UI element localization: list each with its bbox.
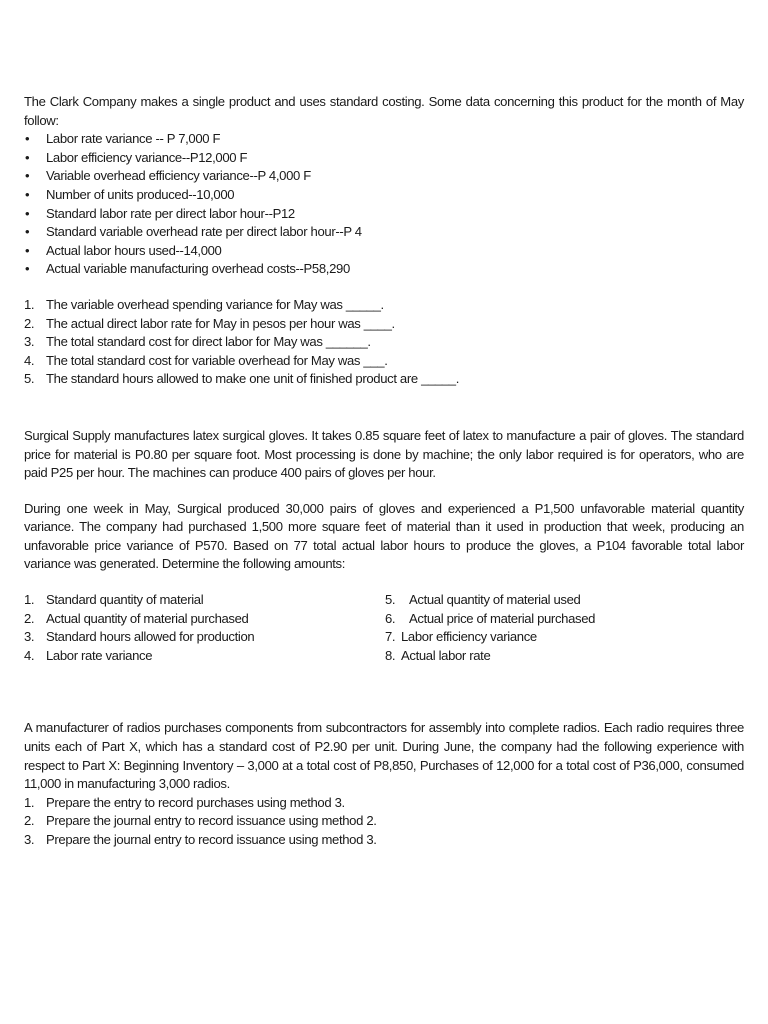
question-number: 1. xyxy=(24,296,35,312)
task-number: 1. xyxy=(24,794,35,810)
list-item: • Labor efficiency variance--P12,000 F xyxy=(24,149,744,168)
requirement-number: 7. xyxy=(385,629,396,645)
requirement-text: Standard quantity of material xyxy=(46,592,204,608)
list-item: • Variable overhead efficiency variance--P 4,000 F xyxy=(24,167,744,186)
requirement-item xyxy=(24,591,385,610)
question-text: The actual direct labor rate for May in pesos per hour was ____. xyxy=(46,315,395,331)
question-number: 5. xyxy=(24,371,35,387)
requirement-item xyxy=(24,628,385,647)
list-item: • Number of units produced--10,000 xyxy=(24,186,744,205)
requirements-right-column xyxy=(385,591,744,665)
task-text: Prepare the journal entry to record issuance using method 2. xyxy=(46,813,377,829)
requirements-left-column xyxy=(24,591,385,665)
question-item xyxy=(24,296,744,315)
problem3-tasks xyxy=(24,794,744,850)
list-item: • Actual labor hours used--14,000 xyxy=(24,242,744,261)
requirement-item xyxy=(385,647,744,666)
requirement-text: Actual quantity of material used xyxy=(409,592,581,608)
requirement-text: Standard hours allowed for production xyxy=(46,629,255,645)
task-item xyxy=(24,812,744,831)
question-text: The total standard cost for variable overhead for May was ___. xyxy=(46,352,388,368)
problem1-data-list xyxy=(24,130,744,279)
requirement-item xyxy=(385,591,744,610)
list-item: • Labor rate variance -- P 7,000 F xyxy=(24,130,744,149)
list-item: • Standard labor rate per direct labor hour--P12 xyxy=(24,205,744,224)
list-item: • Actual variable manufacturing overhead costs--P58,290 xyxy=(24,260,744,279)
requirement-item xyxy=(385,610,744,629)
question-number: 4. xyxy=(24,352,35,368)
requirement-number: 3. xyxy=(24,629,35,645)
requirement-number: 5. xyxy=(385,592,396,608)
task-item xyxy=(24,794,744,813)
requirement-number: 2. xyxy=(24,610,35,626)
task-number: 3. xyxy=(24,832,35,847)
requirement-text: Actual price of material purchased xyxy=(409,610,596,626)
question-number: 2. xyxy=(24,315,35,331)
requirement-text: Labor rate variance xyxy=(46,647,153,663)
task-number: 2. xyxy=(24,813,35,829)
question-item xyxy=(24,333,744,352)
requirement-item xyxy=(24,610,385,629)
task-text: Prepare the entry to record purchases using method 3. xyxy=(46,794,345,810)
list-item: • Standard variable overhead rate per direct labor hour--P 4 xyxy=(24,223,744,242)
requirement-number: 8. xyxy=(385,647,396,663)
problem2-paragraph-1: Surgical Supply manufactures latex surgical gloves. It takes 0.85 square feet of latex to manufacture a pair of gloves. The standard price for material is P0.80 per square foot. Most processing is done by machine; the only labor required is for operators, who are paid P25 per hour. The machines can produce 400 pairs of gloves per hour. xyxy=(24,427,744,481)
problem3-intro: A manufacturer of radios purchases components from subcontractors for assembly into complete radios. Each radio requires three units each of Part X, which has a standard cost of P2.90 per unit. During June, the company had the following experience with respect to Part X: Beginning Inventory – 3,000 at a total cost of P8,850, Purchases of 12,000 for a total cost of P36,000, consumed 11,000 in manufacturing 3,000 radios. xyxy=(24,720,744,792)
question-text: The variable overhead spending variance for May was _____. xyxy=(46,296,384,312)
requirement-text: Labor efficiency variance xyxy=(401,629,537,645)
problem2-requirements xyxy=(24,591,744,665)
problem-surgical-supply xyxy=(24,427,744,666)
task-text: Prepare the journal entry to record issuance using method 3. xyxy=(46,832,377,847)
question-item xyxy=(24,352,744,371)
requirement-text: Actual labor rate xyxy=(401,647,491,663)
requirement-number: 6. xyxy=(385,610,396,626)
question-text: The standard hours allowed to make one unit of finished product are _____. xyxy=(46,371,460,387)
problem-radio-manufacturer xyxy=(24,719,744,849)
requirement-text: Actual quantity of material purchased xyxy=(46,610,249,626)
requirement-item xyxy=(24,647,385,666)
requirement-item xyxy=(385,628,744,647)
question-item xyxy=(24,370,744,389)
problem1-intro: The Clark Company makes a single product and uses standard costing. Some data concerning this product for the month of May follow: xyxy=(24,94,744,128)
problem2-paragraph-2: During one week in May, Surgical produced 30,000 pairs of gloves and experienced a P1,500 unfavorable material quantity variance. The company had purchased 1,500 more square feet of material than it used in production that week, producing an unfavorable price variance of P570. Based on 77 total actual labor hours to produce the gloves, a P104 favorable total labor variance was generated. Determine the following amounts: xyxy=(24,500,744,572)
requirement-number: 1. xyxy=(24,592,35,608)
question-number: 3. xyxy=(24,334,35,350)
question-text: The total standard cost for direct labor for May was ______. xyxy=(46,334,371,350)
task-item xyxy=(24,831,744,850)
requirement-number: 4. xyxy=(24,647,35,663)
problem-clark-company xyxy=(24,93,744,389)
question-item xyxy=(24,315,744,334)
problem1-questions xyxy=(24,296,744,389)
